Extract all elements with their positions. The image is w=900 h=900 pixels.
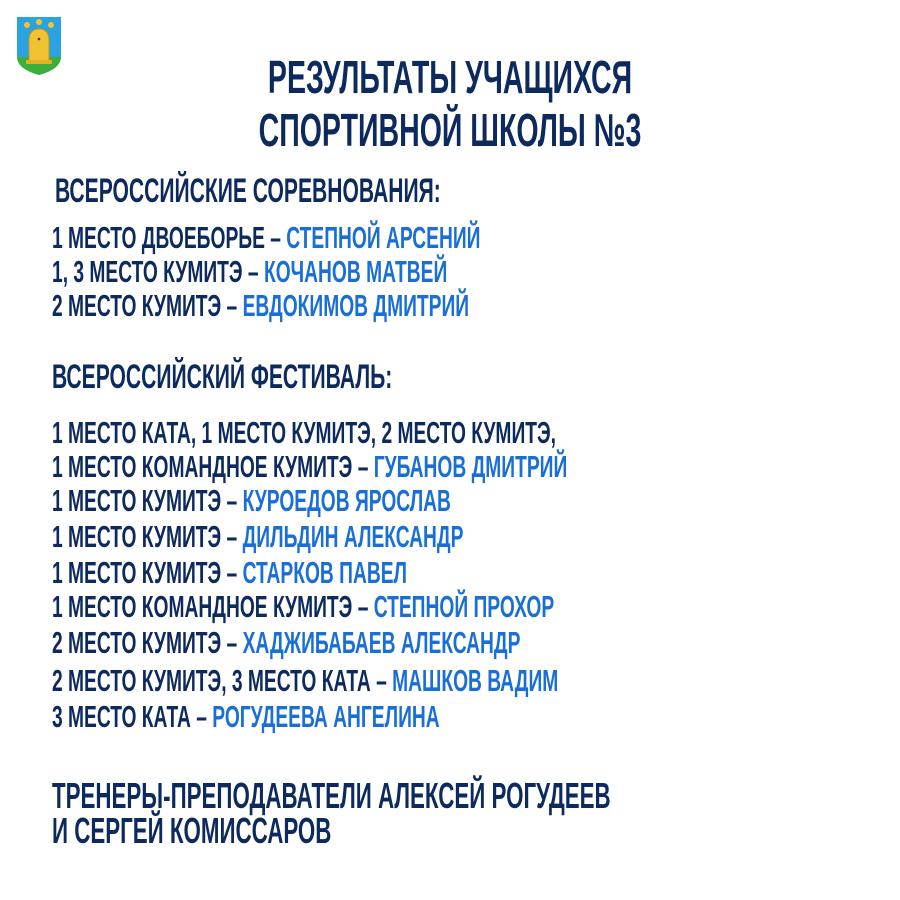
page-title-line-1: РЕЗУЛЬТАТЫ УЧАЩИХСЯ	[267, 51, 633, 103]
result-line	[52, 665, 558, 696]
result-rank: 1 МЕСТО КОМАНДНОЕ КУМИТЭ –	[52, 589, 374, 624]
result-rank: 1 МЕСТО КУМИТЭ –	[52, 483, 243, 518]
athlete-name: СТАРКОВ ПАВЕЛ	[242, 555, 408, 590]
athlete-name: ЕВДОКИМОВ ДМИТРИЙ	[242, 288, 470, 323]
result-line	[52, 701, 440, 732]
result-rank: 2 МЕСТО КУМИТЭ –	[52, 625, 243, 660]
trainers-line-2: И СЕРГЕЙ КОМИССАРОВ	[52, 810, 332, 851]
athlete-name: ХАДЖИБАБАЕВ АЛЕКСАНДР	[242, 625, 521, 660]
result-rank: 3 МЕСТО КАТА –	[52, 699, 213, 734]
section-heading-festival: ВСЕРОССИЙСКИЙ ФЕСТИВАЛЬ:	[52, 358, 393, 396]
result-line	[52, 591, 554, 622]
result-line	[52, 451, 567, 482]
athlete-name: ГУБАНОВ ДМИТРИЙ	[373, 449, 568, 484]
athlete-name: РОГУДЕЕВА АНГЕЛИНА	[212, 699, 440, 734]
result-line	[52, 627, 520, 658]
result-rank: 1, 3 МЕСТО КУМИТЭ –	[52, 254, 264, 289]
result-line	[52, 485, 451, 516]
result-rank: 2 МЕСТО КУМИТЭ –	[52, 288, 243, 323]
athlete-name: КУРОЕДОВ ЯРОСЛАВ	[242, 483, 451, 518]
result-line	[52, 557, 407, 588]
athlete-name: ДИЛЬДИН АЛЕКСАНДР	[242, 519, 464, 554]
result-rank: 2 МЕСТО КУМИТЭ, 3 МЕСТО КАТА –	[52, 663, 393, 698]
result-line	[52, 290, 469, 321]
result-rank: 1 МЕСТО КУМИТЭ –	[52, 519, 243, 554]
athlete-name: СТЕПНОЙ ПРОХОР	[373, 589, 555, 624]
result-rank: 1 МЕСТО ДВОЕБОРЬЕ –	[52, 220, 287, 255]
page-title-line-2: СПОРТИВНОЙ ШКОЛЫ №3	[258, 104, 642, 156]
coat-of-arms-logo	[15, 15, 63, 77]
result-line	[52, 222, 480, 253]
athlete-name: КОЧАНОВ МАТВЕЙ	[263, 254, 448, 289]
athlete-name: СТЕПНОЙ АРСЕНИЙ	[286, 220, 481, 255]
result-line-intro: 1 МЕСТО КАТА, 1 МЕСТО КУМИТЭ, 2 МЕСТО КУМИТЭ,	[52, 415, 557, 450]
section-heading-competitions: ВСЕРОССИЙСКИЕ СОРЕВНОВАНИЯ:	[55, 172, 441, 210]
result-rank: 1 МЕСТО КУМИТЭ –	[52, 555, 243, 590]
result-line	[52, 256, 447, 287]
result-rank: 1 МЕСТО КОМАНДНОЕ КУМИТЭ –	[52, 449, 374, 484]
athlete-name: МАШКОВ ВАДИМ	[392, 663, 559, 698]
result-line	[52, 521, 463, 552]
trainers-line-1: ТРЕНЕРЫ-ПРЕПОДАВАТЕЛИ АЛЕКСЕЙ РОГУДЕЕВ	[52, 775, 611, 816]
